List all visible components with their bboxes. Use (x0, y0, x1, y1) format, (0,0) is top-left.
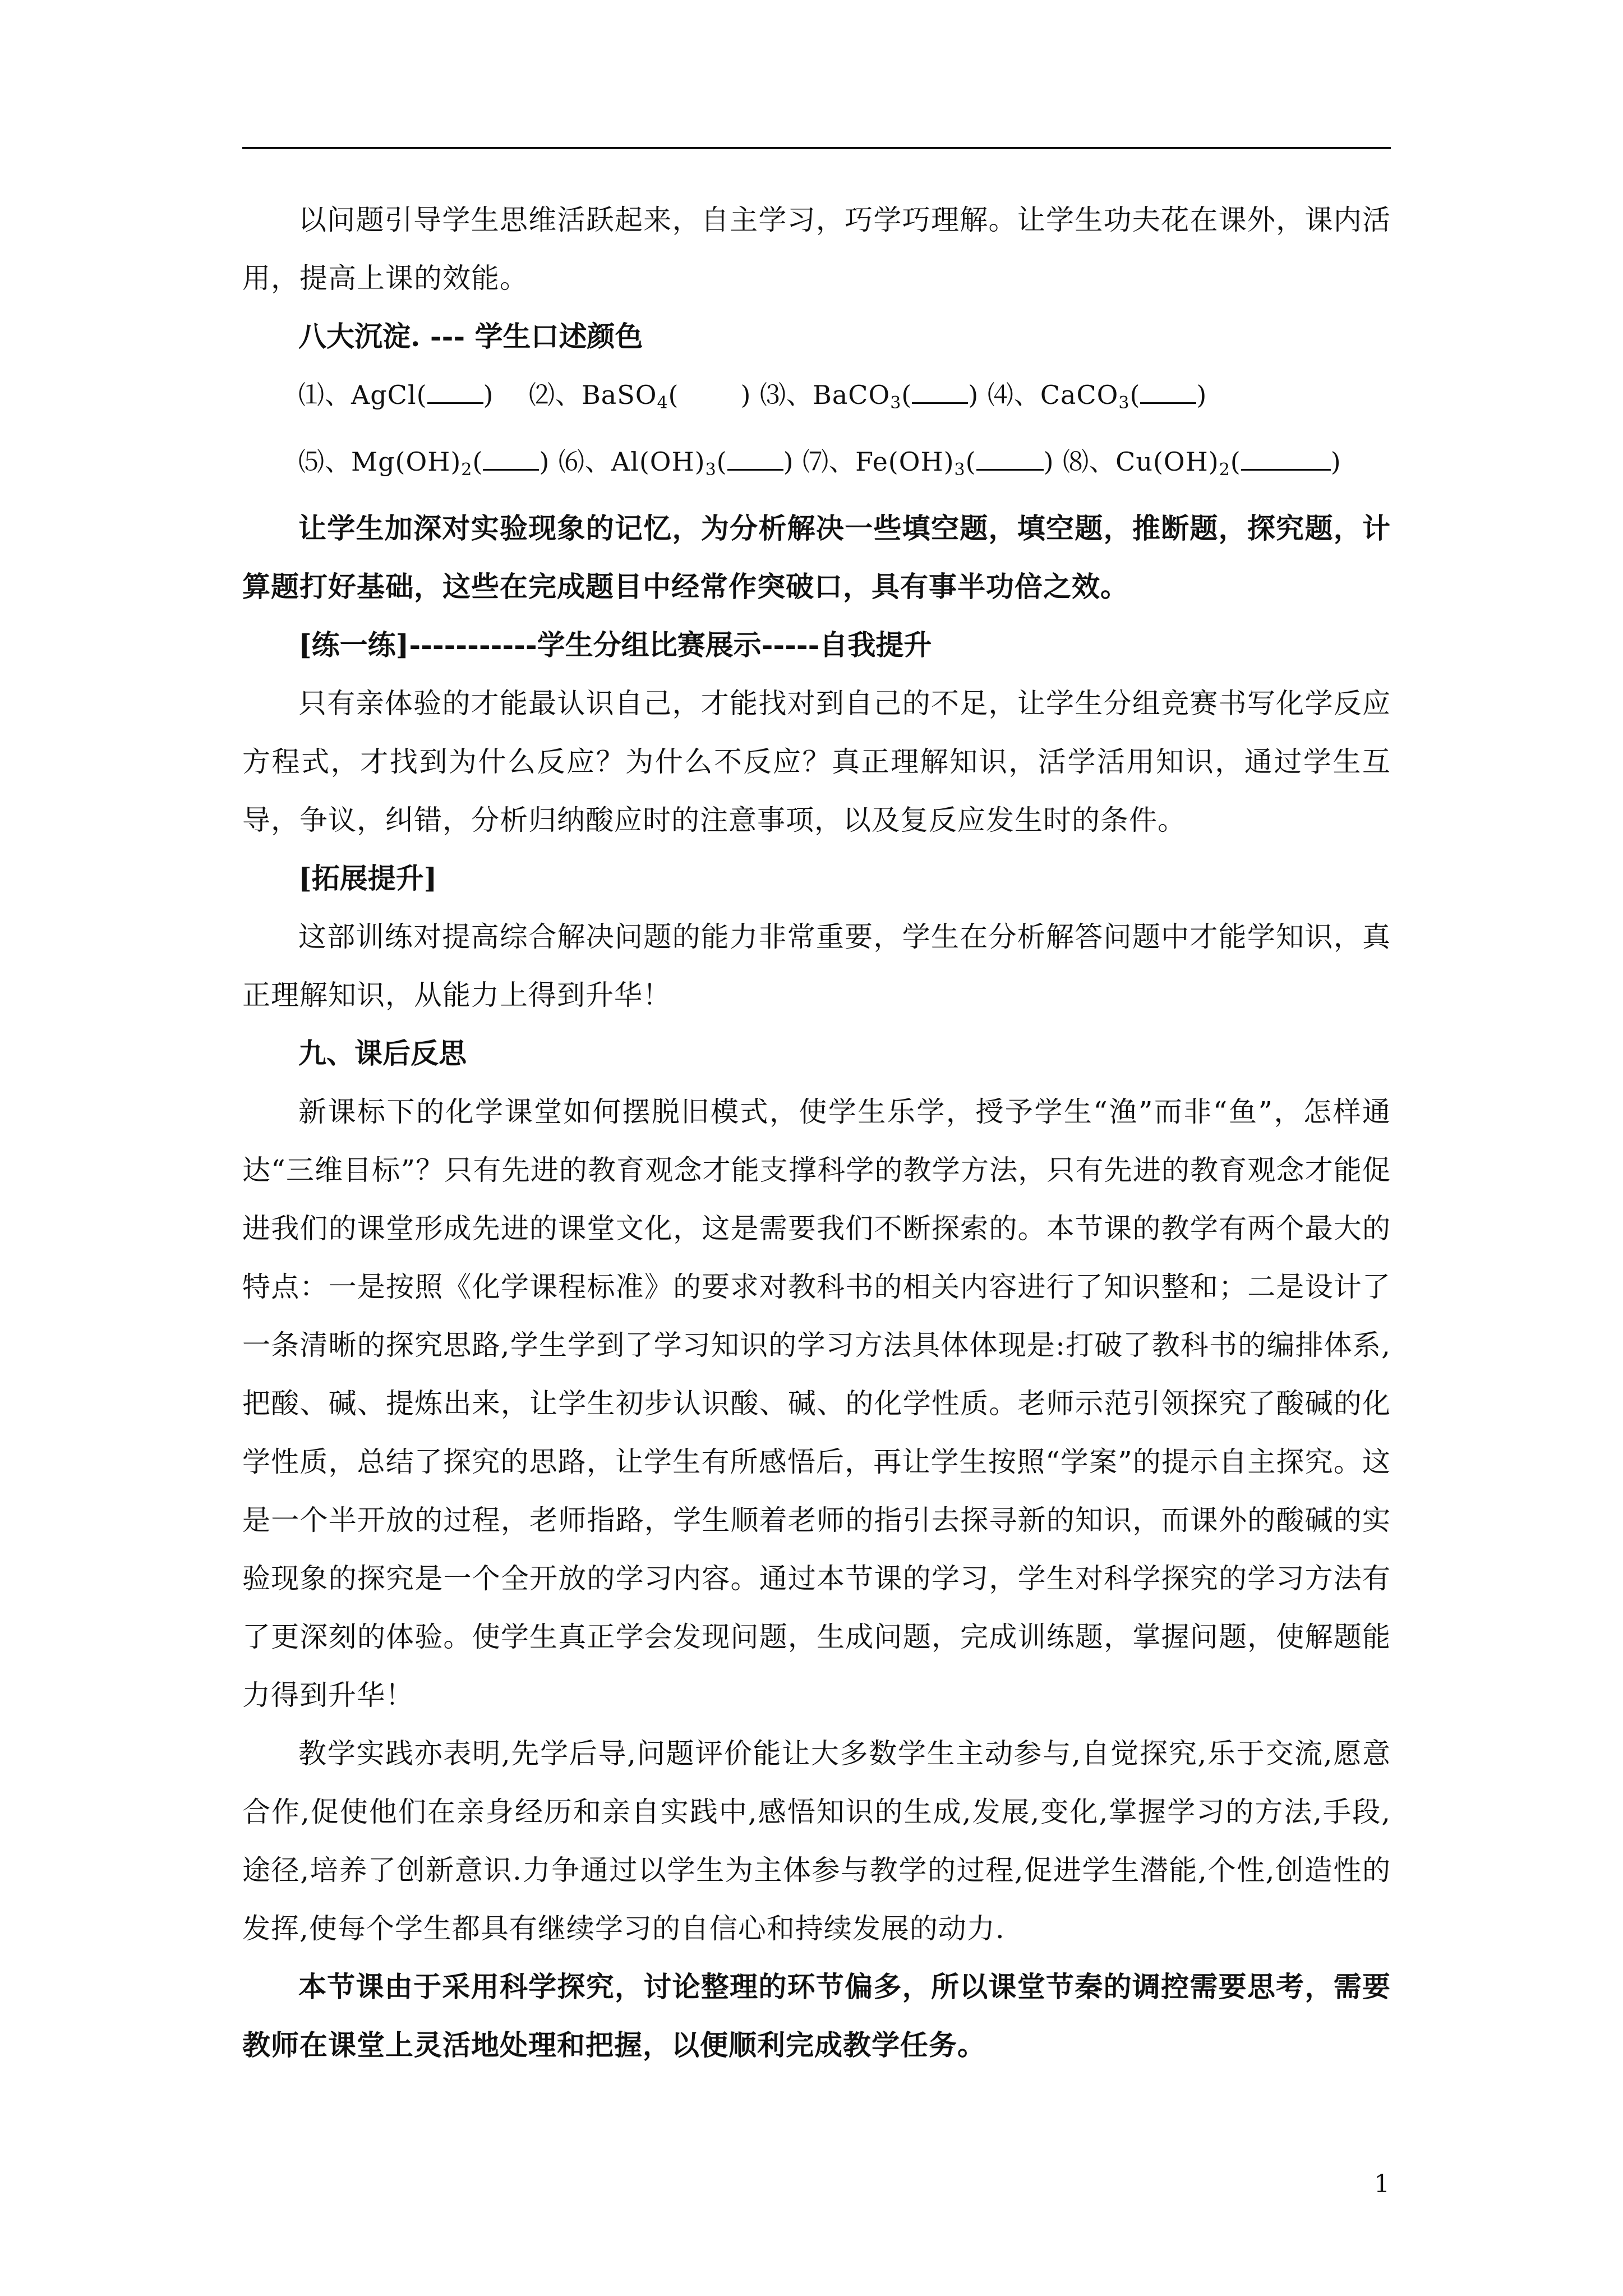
paragraph-reflection: 新课标下的化学课堂如何摆脱旧模式，使学生乐学，授予学生“渔”而非“鱼”，怎样通达“三维目标”？只有先进的教育观念才能支撑科学的教学方法，只有先进的教育观念才能促进我们的课堂形成先进的课堂文化，这是需要我们不断探索的。本节课的教学有两个最大的特点：一是按照《化学课程标准》的要求对教科书的相关内容进行了知识整和；二是设计了一条清晰的探究思路,学生学到了学习知识的学习方法具体体现是:打破了教科书的编排体系,把酸、碱、提炼出来，让学生初步认识酸、碱、的化学性质。老师示范引领探究了酸碱的化学性质，总结了探究的思路，让学生有所感悟后，再让学生按照“学案”的提示自主探究。这是一个半开放的过程，老师指路，学生顺着老师的指引去探寻新的知识，而课外的酸碱的实验现象的探究是一个全开放的学习内容。通过本节课的学习，学生对科学探究的学习方法有了更深刻的体验。使学生真正学会发现问题，生成问题，完成训练题，掌握问题，使解题能力得到升华！ (242, 1096, 1391, 1711)
heading-practice: [练一练]-----------学生分组比赛展示-----自我提升 (298, 628, 932, 661)
answer-blank (483, 445, 539, 471)
answer-blank (976, 445, 1044, 471)
precip-item-3: ) ⑶、BaCO$_3$( (740, 380, 968, 410)
heading-extend: [拓展提升] (298, 862, 437, 895)
precip-item-5: ⑸、$Mg(OH)_2$( (298, 447, 539, 477)
paragraph-practice: 只有亲体验的才能最认识自己，才能找对到自己的不足，让学生分组竞赛书写化学反应方程式，才找到为什么反应？为什么不反应？真正理解知识，活学活用知识，通过学生互导，争议，纠错，分析归纳酸应时的注意事项，以及复反应发生时的条件。 (242, 687, 1391, 836)
paragraph-extend: 这部训练对提高综合解决问题的能力非常重要，学生在分析解答问题中才能学知识，真正理解知识，从能力上得到升华！ (242, 921, 1391, 1011)
answer-blank (1140, 379, 1196, 404)
heading-reflection: 九、课后反思 (298, 1037, 467, 1070)
paragraph-memory: 让学生加深对实验现象的记忆，为分析解决一些填空题，填空题，推断题，探究题，计算题打好基础，这些在完成题目中经常作突破口，具有事半功倍之效。 (242, 512, 1391, 603)
header-rule (242, 147, 1391, 149)
precipitate-row-1 (242, 366, 1391, 432)
precip-item-8: ) ⑻、$Cu(OH)_2$( ) (1043, 447, 1341, 480)
precip-item-2: ⑵、BaSO$_4$( (529, 380, 741, 410)
answer-blank (1241, 445, 1331, 471)
precip-item-6: ) ⑹、$Al(OH)_3$( (539, 447, 783, 477)
document-body (242, 191, 1391, 2074)
paragraph-intro: 以问题引导学生思维活跃起来，自主学习，巧学巧理解。让学生功夫花在课外，课内活用，提高上课的效能。 (242, 204, 1391, 295)
answer-blank (727, 445, 783, 471)
heading-precipitates: 八大沉淀. --- 学生口述颜色 (298, 320, 643, 353)
answer-blank (679, 380, 740, 404)
answer-blank (427, 379, 483, 404)
precip-item-4: ) ⑷、CaCO$_3$( ) (968, 380, 1207, 413)
precipitate-row-2 (242, 432, 1391, 499)
paragraph-practice-evidence: 教学实践亦表明,先学后导,问题评价能让大多数学生主动参与,自觉探究,乐于交流,愿意合作,促使他们在亲身经历和亲自实践中,感悟知识的生成,发展,变化,掌握学习的方法,手段,途径,培养了创新意识.力争通过以学生为主体参与教学的过程,促进学生潜能,个性,创造性的发挥,使每个学生都具有继续学习的自信心和持续发展的动力. (242, 1737, 1391, 1945)
paragraph-conclusion: 本节课由于采用科学探究，讨论整理的环节偏多，所以课堂节秦的调控需要思考，需要教师在课堂上灵活地处理和把握，以便顺利完成教学任务。 (242, 1970, 1391, 2062)
page-number: 1 (1374, 2170, 1390, 2198)
precip-item-1: ⑴、AgCl( ) (298, 380, 494, 410)
precip-item-7: ) ⑺、$Fe(OH)_3$( (783, 447, 1044, 477)
answer-blank (912, 379, 968, 404)
